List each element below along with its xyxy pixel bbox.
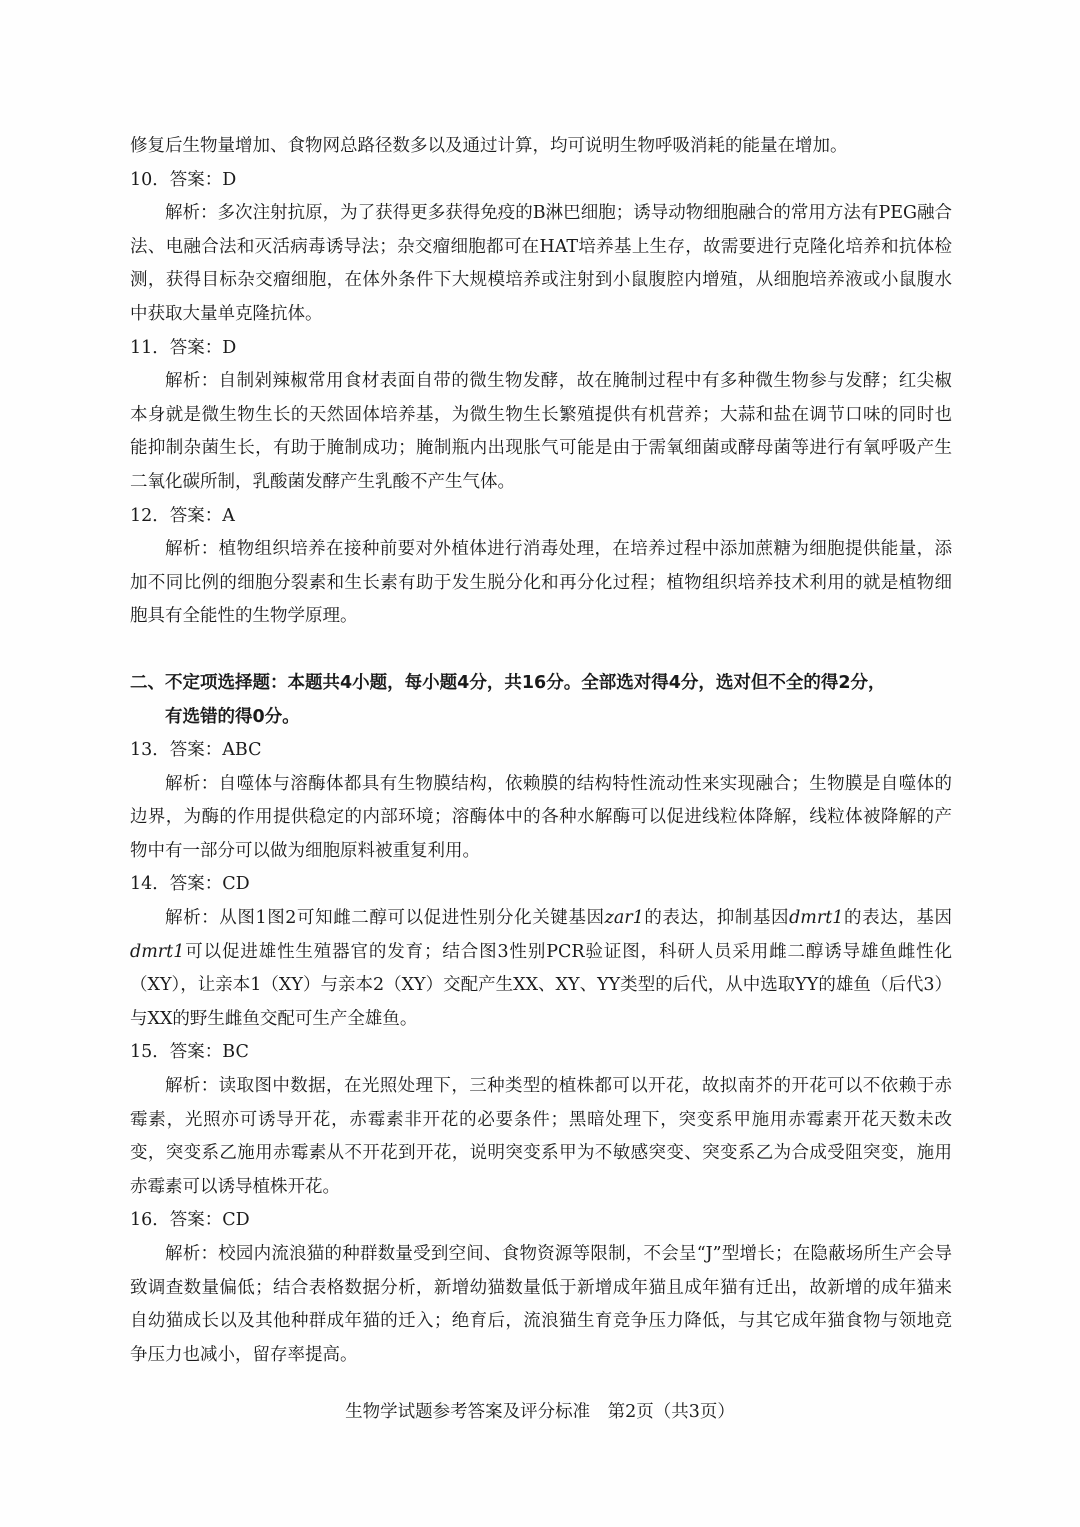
q12-analysis: 解析：植物组织培养在接种前要对外植体进行消毒处理，在培养过程中添加蔗糖为细胞提供能量，添加不同比例的细胞分裂素和生长素有助于发生脱分化和再分化过程；植物组织培养技术利用的就是植物细胞具有全能性的生物学原理。 bbox=[130, 539, 952, 627]
page-footer: 生物学试题参考答案及评分标准 第2页（共3页） bbox=[345, 1402, 735, 1422]
intro-line: 修复后生物量增加、食物网总路径数多以及通过计算，均可说明生物呼吸消耗的能量在增加。 bbox=[130, 136, 848, 156]
gene-dmrt1: dmrt1 bbox=[789, 908, 844, 929]
q16-analysis: 解析：校园内流浪猫的种群数量受到空间、食物资源等限制，不会呈“J”型增长；在隐蔽场所生产会导致调查数量偏低；结合表格数据分析，新增幼猫数量低于新增成年猫且成年猫有迁出，故新增的成年猫来自幼猫成长以及其他种群成年猫的迁入；绝育后，流浪猫生育竞争压力降低，与其它成年猫食物与领地竞争压力也减小，留存率提高。 bbox=[130, 1244, 952, 1365]
q11-analysis: 解析：自制剁辣椒常用食材表面自带的微生物发酵，故在腌制过程中有多种微生物参与发酵；红尖椒本身就是微生物生长的天然固体培养基，为微生物生长繁殖提供有机营养；大蒜和盐在调节口味的同时也能抑制杂菌生长，有助于腌制成功；腌制瓶内出现胀气可能是由于需氧细菌或酵母菌等进行有氧呼吸产生二氧化碳所制，乳酸菌发酵产生乳酸不产生气体。 bbox=[130, 371, 952, 492]
q14-analysis bbox=[130, 902, 952, 1036]
gene-dmrt1: dmrt1 bbox=[130, 941, 185, 962]
q15-answer: 15．答案：BC bbox=[130, 1042, 249, 1063]
q10-analysis: 解析：多次注射抗原，为了获得更多获得免疫的B淋巴细胞；诱导动物细胞融合的常用方法有PEG融合法、电融合法和灭活病毒诱导法；杂交瘤细胞都可在HAT培养基上生存，故需要进行克隆化培养和抗体检测，获得目标杂交瘤细胞，在体外条件下大规模培养或注射到小鼠腹腔内增殖，从细胞培养液或小鼠腹水中获取大量单克隆抗体。 bbox=[130, 203, 952, 324]
section-2-title bbox=[130, 667, 952, 734]
answer-content bbox=[130, 130, 952, 1372]
q14-analysis-part3: 的表达，基因 bbox=[843, 908, 952, 929]
section-2-title-line2: 有选错的得0分。 bbox=[165, 706, 300, 727]
q13-answer: 13．答案：ABC bbox=[130, 740, 262, 761]
gene-zar1: zar1 bbox=[604, 908, 644, 929]
q11-answer: 11．答案：D bbox=[130, 337, 237, 358]
q14-answer: 14．答案：CD bbox=[130, 874, 250, 895]
q16-answer: 16．答案：CD bbox=[130, 1210, 250, 1231]
q14-analysis-part4: 可以促进雄性生殖器官的发育；结合图3性别PCR验证图，科研人员采用雌二醇诱导雄鱼雌性化（XY），让亲本1（XY）与亲本2（XY）交配产生XX、XY、YY类型的后代，从中选取YY的雄鱼（后代3）与XX的野生雌鱼交配可生产全雄鱼。 bbox=[130, 941, 952, 1029]
q13-analysis: 解析：自噬体与溶酶体都具有生物膜结构，依赖膜的结构特性流动性来实现融合；生物膜是自噬体的边界，为酶的作用提供稳定的内部环境；溶酶体中的各种水解酶可以促进线粒体降解，线粒体被降解的产物中有一部分可以做为细胞原料被重复利用。 bbox=[130, 773, 952, 861]
q10-answer: 10．答案：D bbox=[130, 169, 237, 190]
section-2-title-line1: 二、不定项选择题：本题共4小题，每小题4分，共16分。全部选对得4分，选对但不全的得2分， bbox=[130, 672, 886, 693]
q12-answer: 12．答案：A bbox=[130, 505, 235, 526]
q14-analysis-part1: 解析：从图1图2可知雌二醇可以促进性别分化关键基因 bbox=[165, 908, 605, 929]
q14-analysis-part2: 的表达，抑制基因 bbox=[643, 908, 790, 929]
q15-analysis: 解析：读取图中数据，在光照处理下，三种类型的植株都可以开花，故拟南芥的开花可以不依赖于赤霉素，光照亦可诱导开花，赤霉素非开花的必要条件；黑暗处理下，突变系甲施用赤霉素开花天数未改变，突变系乙施用赤霉素从不开花到开花，说明突变系甲为不敏感突变、突变系乙为合成受阻突变，施用赤霉素可以诱导植株开花。 bbox=[130, 1076, 952, 1197]
